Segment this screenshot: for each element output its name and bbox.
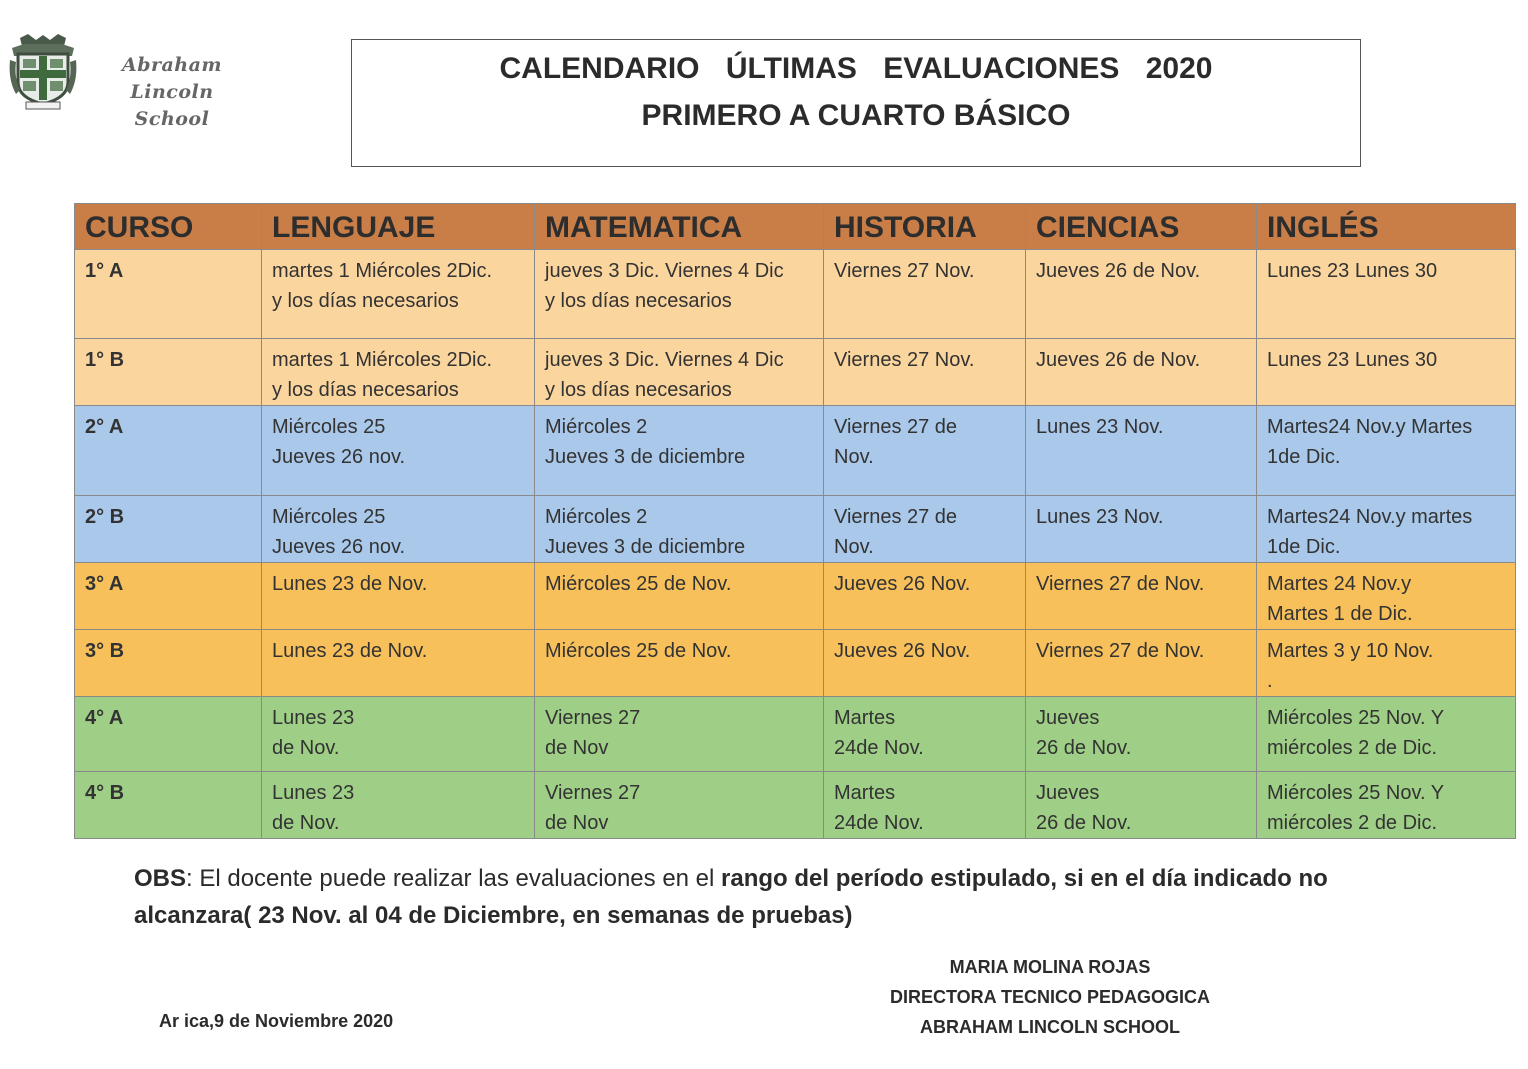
ingles-cell: Martes 24 Nov.y Martes 1 de Dic. <box>1257 563 1516 630</box>
lenguaje-cell: Lunes 23 de Nov. <box>262 630 535 697</box>
obs-text: : El docente puede realizar las evaluaciones en el <box>186 865 722 892</box>
page-subtitle: PRIMERO A CUARTO BÁSICO <box>641 99 1071 132</box>
table-row <box>75 496 1516 563</box>
table-row <box>75 772 1516 839</box>
curso-cell: 3° B <box>75 630 262 697</box>
header-ingles: INGLÉS <box>1257 204 1516 250</box>
ciencias-cell: Jueves 26 de Nov. <box>1026 339 1257 406</box>
curso-cell: 4° B <box>75 772 262 839</box>
ingles-cell: Miércoles 25 Nov. Y miércoles 2 de Dic. <box>1257 697 1516 772</box>
table-row <box>75 250 1516 339</box>
table-row <box>75 563 1516 630</box>
place-date: Ar ica,9 de Noviembre 2020 <box>159 1011 394 1031</box>
historia-cell: Viernes 27 de Nov. <box>824 496 1026 563</box>
school-name-line1: Abraham Lincoln <box>121 54 223 103</box>
matematica-cell: Viernes 27 de Nov <box>535 772 824 839</box>
table-row <box>75 697 1516 772</box>
historia-cell: Jueves 26 Nov. <box>824 563 1026 630</box>
school-name <box>82 52 262 133</box>
signature-institution: ABRAHAM LINCOLN SCHOOL <box>920 1017 1180 1037</box>
signature-role: DIRECTORA TECNICO PEDAGOGICA <box>889 987 1211 1007</box>
curso-cell: 1° A <box>75 250 262 339</box>
ingles-cell: Martes 3 y 10 Nov. . <box>1257 630 1516 697</box>
matematica-cell: Miércoles 25 de Nov. <box>535 630 824 697</box>
historia-cell: Viernes 27 Nov. <box>824 339 1026 406</box>
historia-cell: Viernes 27 de Nov. <box>824 406 1026 496</box>
lenguaje-cell: Lunes 23 de Nov. <box>262 697 535 772</box>
signature-block <box>850 952 1250 1042</box>
curso-cell: 2° A <box>75 406 262 496</box>
header-ciencias: CIENCIAS <box>1026 204 1257 250</box>
matematica-cell: Viernes 27 de Nov <box>535 697 824 772</box>
ciencias-cell: Viernes 27 de Nov. <box>1026 630 1257 697</box>
lenguaje-cell: Lunes 23 de Nov. <box>262 772 535 839</box>
lenguaje-cell: Miércoles 25 Jueves 26 nov. <box>262 496 535 563</box>
header-curso: CURSO <box>75 204 262 250</box>
matematica-cell: jueves 3 Dic. Viernes 4 Dic y los días necesarios <box>535 250 824 339</box>
table-header-row <box>75 204 1516 250</box>
historia-cell: Jueves 26 Nov. <box>824 630 1026 697</box>
ciencias-cell: Jueves 26 de Nov. <box>1026 772 1257 839</box>
ciencias-cell: Lunes 23 Nov. <box>1026 496 1257 563</box>
signature-name: MARIA MOLINA ROJAS <box>949 957 1151 977</box>
ingles-cell: Lunes 23 Lunes 30 <box>1257 250 1516 339</box>
ciencias-cell: Jueves 26 de Nov. <box>1026 250 1257 339</box>
ingles-cell: Lunes 23 Lunes 30 <box>1257 339 1516 406</box>
table-row <box>75 406 1516 496</box>
school-crest-icon <box>8 32 78 110</box>
header-historia: HISTORIA <box>824 204 1026 250</box>
header-lenguaje: LENGUAJE <box>262 204 535 250</box>
page-title: CALENDARIO ÚLTIMAS EVALUACIONES 2020 <box>499 52 1213 85</box>
matematica-cell: Miércoles 2 Jueves 3 de diciembre <box>535 496 824 563</box>
table-row <box>75 339 1516 406</box>
ciencias-cell: Viernes 27 de Nov. <box>1026 563 1257 630</box>
matematica-cell: Miércoles 2 Jueves 3 de diciembre <box>535 406 824 496</box>
table-row <box>75 630 1516 697</box>
historia-cell: Martes 24de Nov. <box>824 772 1026 839</box>
ingles-cell: Martes24 Nov.y Martes 1de Dic. <box>1257 406 1516 496</box>
obs-text-bold: rango del período estipulado, si en el día indicado no alcanzara( 23 Nov. al 04 de Diciembre, en semanas de pruebas) <box>134 865 1328 929</box>
title-box <box>351 39 1361 167</box>
school-name-line2: School <box>134 108 210 130</box>
curso-cell: 3° A <box>75 563 262 630</box>
lenguaje-cell: Lunes 23 de Nov. <box>262 563 535 630</box>
curso-cell: 1° B <box>75 339 262 406</box>
historia-cell: Viernes 27 Nov. <box>824 250 1026 339</box>
ingles-cell: Miércoles 25 Nov. Y miércoles 2 de Dic. <box>1257 772 1516 839</box>
ingles-cell: Martes24 Nov.y martes 1de Dic. <box>1257 496 1516 563</box>
observation-note <box>134 860 1404 934</box>
historia-cell: Martes 24de Nov. <box>824 697 1026 772</box>
lenguaje-cell: martes 1 Miércoles 2Dic. y los días necesarios <box>262 250 535 339</box>
curso-cell: 2° B <box>75 496 262 563</box>
ciencias-cell: Lunes 23 Nov. <box>1026 406 1257 496</box>
header-matematica: MATEMATICA <box>535 204 824 250</box>
curso-cell: 4° A <box>75 697 262 772</box>
lenguaje-cell: martes 1 Miércoles 2Dic. y los días necesarios <box>262 339 535 406</box>
obs-label: OBS <box>134 865 187 892</box>
ciencias-cell: Jueves 26 de Nov. <box>1026 697 1257 772</box>
matematica-cell: Miércoles 25 de Nov. <box>535 563 824 630</box>
evaluation-calendar-table <box>74 203 1516 839</box>
matematica-cell: jueves 3 Dic. Viernes 4 Dic y los días necesarios <box>535 339 824 406</box>
lenguaje-cell: Miércoles 25 Jueves 26 nov. <box>262 406 535 496</box>
